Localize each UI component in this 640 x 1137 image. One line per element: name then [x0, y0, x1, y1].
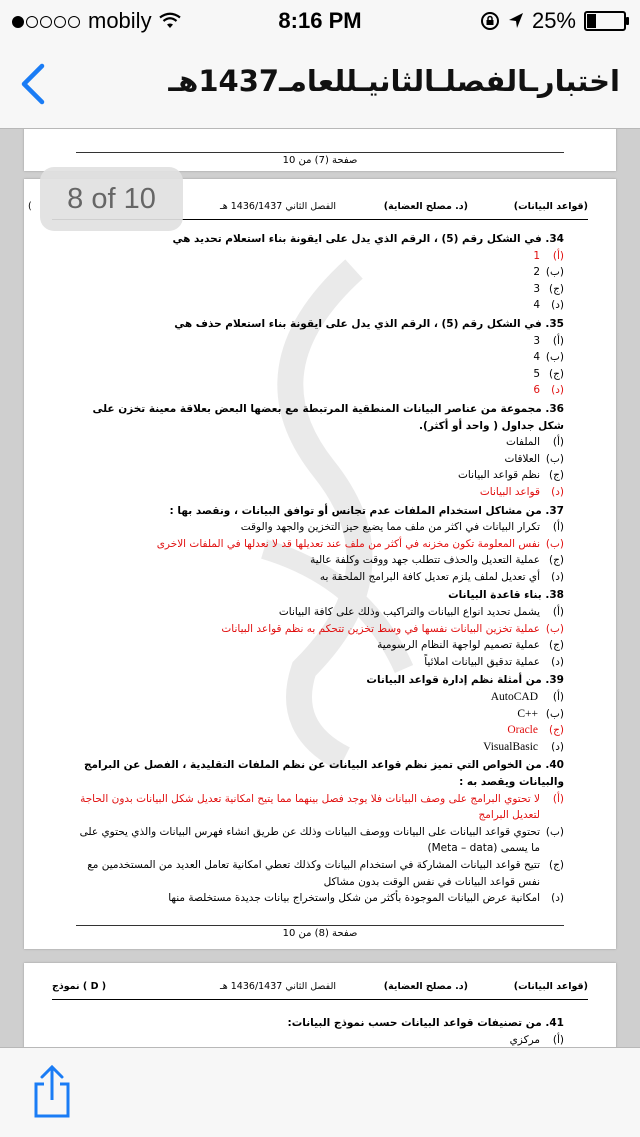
question-number: 37. — [545, 504, 564, 517]
question-number: 40. — [545, 759, 564, 772]
answer-option — [74, 857, 564, 890]
option-label: (أ) — [552, 521, 564, 534]
option-label: (ج) — [549, 639, 564, 652]
answer-option-correct — [74, 536, 564, 553]
back-chevron-icon[interactable] — [14, 62, 54, 106]
status-time: 8:16 PM — [278, 8, 362, 33]
option-text: 3 — [533, 334, 540, 347]
question-text — [74, 757, 564, 790]
option-label: (د) — [551, 892, 564, 905]
answer-option — [74, 689, 564, 706]
option-text: C++ — [517, 707, 538, 720]
page-indicator: 8 of 10 — [40, 167, 183, 231]
answer-option-correct — [74, 248, 564, 265]
answer-option — [74, 366, 564, 383]
option-text: 1 — [533, 249, 540, 262]
option-text: عملية التعديل والحذف تتطلب جهد ووقت وكلفة عالية — [310, 554, 540, 567]
answer-option — [74, 654, 564, 671]
option-text: VisualBasic — [483, 740, 538, 753]
option-label: (ج) — [549, 282, 564, 295]
question-body: من تصنيفات قواعد البيانات حسب نموذج البيانات: — [287, 1017, 542, 1029]
questions-list — [74, 229, 564, 907]
header-model: نموذج ( D ) — [52, 981, 107, 992]
option-text: لا تحتوي البرامج على وصف البيانات فلا يوجد فصل بينهما مما يتيح امكانية تعديل شكل البيانات بدون الحاجة لتعديل البرامج — [80, 792, 540, 822]
option-text: يشمل تحديد انواع البيانات والتراكيب وذلك على كافة البيانات — [278, 606, 540, 619]
page-footer-divider — [76, 925, 564, 926]
question-text — [74, 1015, 564, 1032]
answer-option — [74, 637, 564, 654]
answer-option-correct — [74, 484, 564, 501]
pdf-viewer[interactable] — [0, 129, 640, 1047]
question-number: 34. — [545, 233, 564, 245]
answer-option — [74, 552, 564, 569]
bottom-toolbar — [0, 1047, 640, 1137]
option-label: (ب) — [545, 537, 564, 550]
answer-option — [74, 281, 564, 298]
answer-option-correct — [74, 382, 564, 399]
option-text: عملية تصميم لواجهة النظام الرسومية — [377, 639, 540, 652]
option-text: تحتوي قواعد البيانات على البيانات ووصف البيانات وذلك عن طريق انشاء فهرس البيانات والذي يحتوي على ما يسمى (Meta – data) — [79, 825, 540, 855]
answer-option — [74, 1032, 564, 1047]
option-text: الملفات — [505, 436, 540, 449]
answer-option — [74, 890, 564, 907]
answer-option — [74, 349, 564, 366]
question-body: مجموعة من عناصر البيانات المنطقية المرتبطة مع بعضها البعض بعلاقة معينة تخزن على شكل جداول ( واحد أو أكثر). — [92, 402, 564, 432]
option-label: (أ) — [552, 249, 564, 262]
answer-option — [74, 824, 564, 857]
answer-option — [74, 467, 564, 484]
answer-option-correct — [74, 621, 564, 638]
option-label: (ج) — [549, 554, 564, 567]
option-text: Oracle — [507, 724, 538, 737]
header-teacher: (د. مصلح العضاية) — [383, 201, 468, 212]
question-body: من الخواص التي تميز نظم قواعد البيانات عن نظم الملفات التقليدية ، الفصل عن البرامج والبيانات ويقصد به : — [83, 759, 564, 788]
header-teacher: (د. مصلح العضاية) — [383, 981, 468, 992]
answer-option-correct — [74, 791, 564, 824]
question-text — [74, 503, 564, 520]
option-label: (ب) — [545, 622, 564, 635]
question-body: من أمثلة نظم إدارة قواعد البيانات — [366, 674, 542, 687]
orientation-lock-icon — [480, 11, 500, 31]
option-label: (ب) — [545, 351, 564, 364]
question-number: 35. — [545, 317, 564, 330]
option-text: 4 — [533, 299, 540, 312]
location-arrow-icon — [508, 12, 524, 30]
question-text — [74, 587, 564, 604]
option-label: (ب) — [545, 452, 564, 465]
option-label: (أ) — [552, 436, 564, 449]
option-text: 2 — [533, 266, 540, 279]
battery-percent: 25% — [531, 8, 576, 33]
page-footer: صفحة (8) من 10 — [282, 928, 358, 939]
option-label: (د) — [551, 740, 564, 753]
option-text: عملية تدقيق البيانات املائياً — [424, 655, 540, 668]
status-bar — [0, 0, 640, 40]
option-label: (ج) — [549, 469, 564, 482]
option-text: 3 — [533, 282, 540, 295]
question-text — [74, 672, 564, 689]
battery-icon — [584, 11, 626, 31]
option-text: أي تعديل لملف يلزم تعديل كافة البرامج الملحقة به — [319, 570, 540, 583]
pdf-page-8 — [24, 179, 616, 949]
answer-option — [74, 333, 564, 350]
answer-option — [74, 569, 564, 586]
option-label: (ب) — [545, 266, 564, 279]
carrier-name: mobily — [88, 8, 152, 33]
option-text: نفس المعلومة تكون مخزنه في أكثر من ملف عند تعديلها قد لا نعدلها في الملفات الاخرى — [156, 537, 540, 550]
option-label: (أ) — [552, 606, 564, 619]
option-text: مركزي — [509, 1033, 540, 1046]
answer-option — [74, 297, 564, 314]
question-text — [74, 316, 564, 333]
option-label: (ب) — [545, 707, 564, 720]
option-label: (ج) — [549, 367, 564, 380]
document-title: اختبارـالفصلـالثانيـللعامـ1437هـ — [168, 64, 620, 98]
option-text: امكانية عرض البيانات الموجودة بأكثر من شكل واستخراج بيانات جديدة مستخلصة منها — [168, 892, 540, 905]
option-text: العلاقات — [504, 452, 540, 465]
option-label: (ب) — [545, 825, 564, 838]
answer-option — [74, 434, 564, 451]
question-body: في الشكل رقم (5) ، الرقم الذي يدل على ايقونة بناء استعلام حذف هي — [174, 317, 542, 330]
header-term: الفصل الثاني 1436/1437 هـ — [219, 201, 336, 212]
option-label: (أ) — [552, 792, 564, 805]
option-label: (ج) — [549, 724, 564, 737]
option-label: (أ) — [552, 1033, 564, 1046]
option-text: تتيح قواعد البيانات المشاركة في استخدام البيانات وكذلك تعطي امكانية تعامل العديد من المستخدمين مع نفس قواعد البيانات في نفس الوقت بدون مشاكل — [87, 858, 540, 888]
answer-option — [74, 519, 564, 536]
share-icon[interactable] — [28, 1064, 76, 1120]
option-label: (أ) — [552, 691, 564, 704]
header-subject: (قواعد البيانات) — [513, 981, 588, 992]
page-footer: صفحة (7) من 10 — [282, 155, 358, 166]
question-number: 39. — [545, 674, 564, 687]
pdf-page-9 — [24, 963, 616, 1047]
question-body: بناء قاعدة البيانات — [448, 589, 542, 602]
answer-option-correct — [74, 722, 564, 739]
header-model: ( — [28, 201, 32, 212]
answer-option — [74, 739, 564, 756]
answer-option — [74, 604, 564, 621]
status-right — [480, 8, 626, 34]
question-number: 38. — [545, 589, 564, 602]
option-label: (د) — [551, 299, 564, 312]
option-text: 6 — [533, 384, 540, 397]
option-label: (أ) — [552, 334, 564, 347]
header-term: الفصل الثاني 1436/1437 هـ — [219, 981, 336, 992]
header-divider — [52, 999, 588, 1000]
navigation-bar — [0, 40, 640, 129]
option-text: عملية تخزين البيانات نفسها في وسط تخزين تتحكم به نظم قواعد البيانات — [221, 622, 540, 635]
page-footer-divider — [76, 152, 564, 153]
option-label: (د) — [551, 384, 564, 397]
header-subject: (قواعد البيانات) — [513, 201, 588, 212]
option-text: نظم قواعد البيانات — [458, 469, 540, 482]
questions-list — [74, 1013, 564, 1047]
answer-option — [74, 451, 564, 468]
question-body: في الشكل رقم (5) ، الرقم الذي يدل على ايقونة بناء استعلام تحديد هي — [172, 233, 542, 245]
answer-option — [74, 264, 564, 281]
option-label: (ج) — [549, 858, 564, 871]
option-text: AutoCAD — [490, 691, 538, 704]
option-label: (د) — [551, 655, 564, 668]
question-text — [74, 231, 564, 248]
option-text: قواعد البيانات — [479, 485, 540, 498]
option-text: 4 — [533, 351, 540, 364]
question-text — [74, 401, 564, 434]
question-body: من مشاكل استخدام الملفات عدم تجانس أو توافق البيانات ، ونقصد بها : — [169, 504, 542, 517]
option-label: (د) — [551, 485, 564, 498]
question-number: 41. — [545, 1017, 564, 1029]
option-label: (د) — [551, 570, 564, 583]
option-text: 5 — [533, 367, 540, 380]
answer-option — [74, 706, 564, 723]
question-number: 36. — [545, 402, 564, 415]
option-text: تكرار البيانات في اكثر من ملف مما يضيع حيز التخزين والجهد والوقت — [240, 521, 540, 534]
pdf-page-7 — [24, 129, 616, 171]
